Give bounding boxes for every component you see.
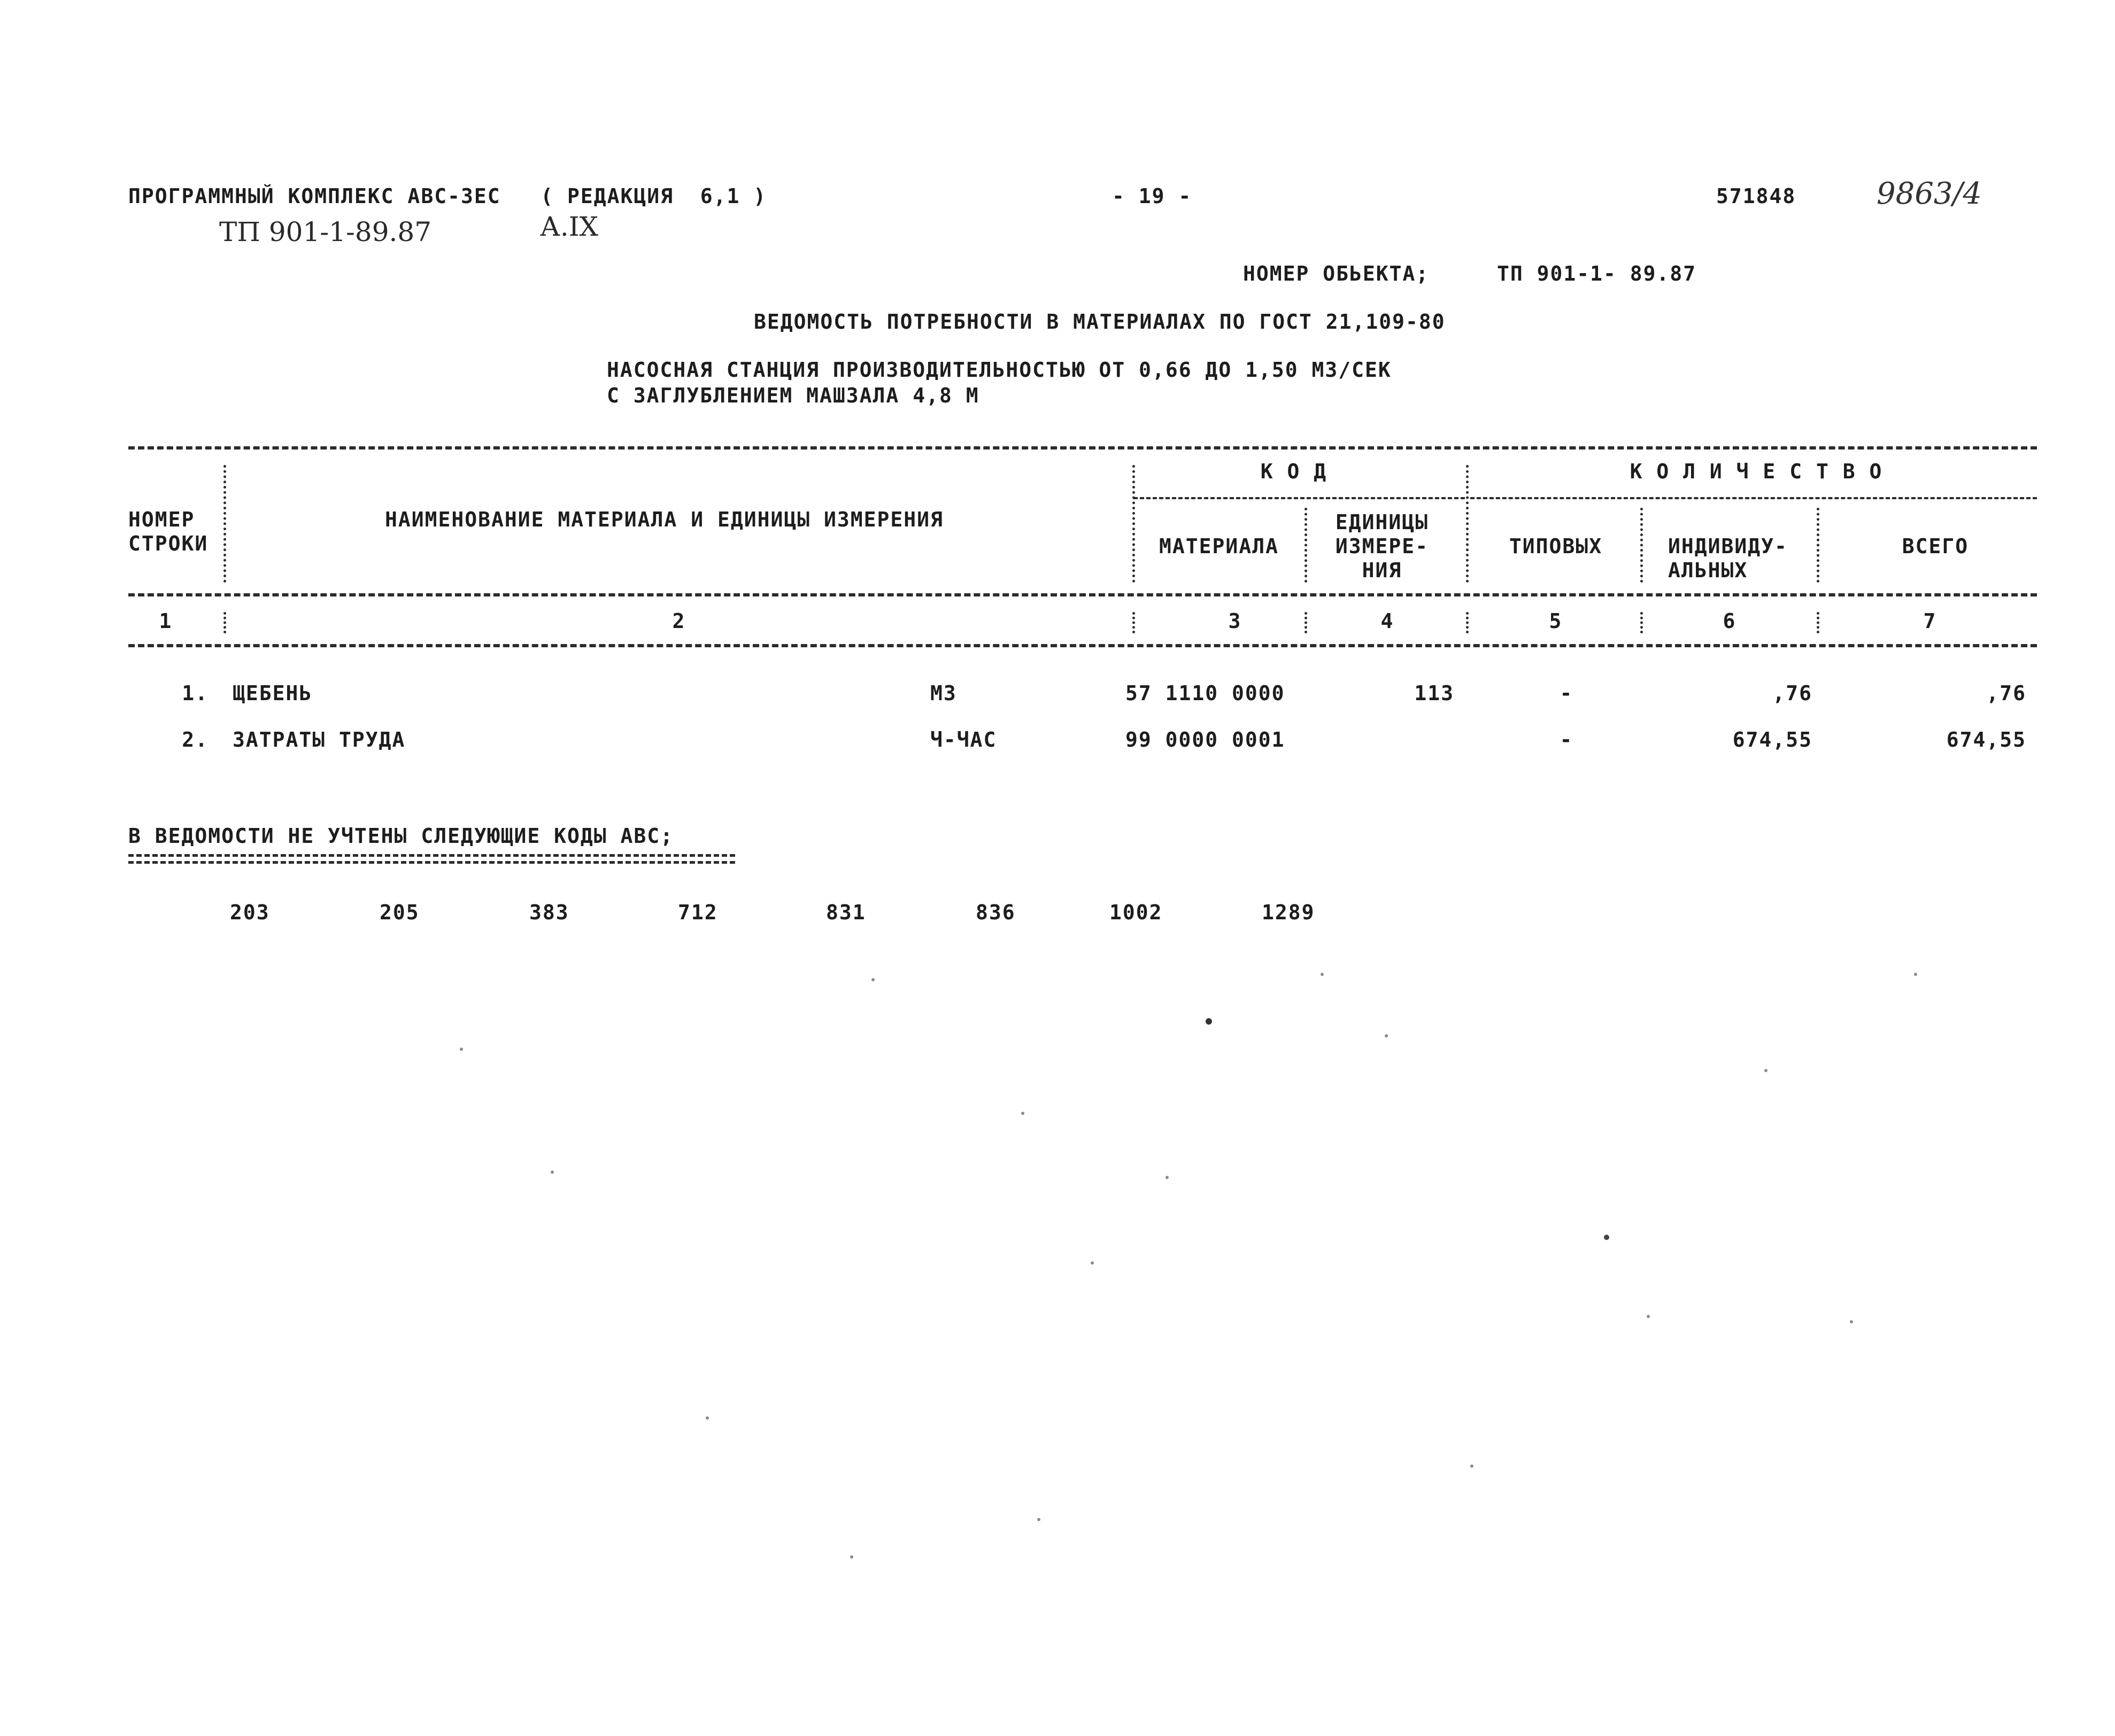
header-qty-total: ВСЕГО xyxy=(1902,534,1969,558)
page-number: - 19 - xyxy=(1112,184,1192,208)
code-item: 203 xyxy=(230,901,270,924)
row-unit: М3 xyxy=(930,681,957,705)
separator-colnum xyxy=(1640,612,1643,633)
station-description: НАСОСНАЯ СТАНЦИЯ ПРОИЗВОДИТЕЛЬНОСТЬЮ ОТ 0,66 ДО 1,50 М3/СЕК xyxy=(607,358,1392,382)
separator-colnum xyxy=(1132,612,1135,633)
row-unit: Ч-ЧАС xyxy=(930,728,997,751)
row-material-code: 99 0000 0001 xyxy=(1125,728,1285,751)
row-material-code: 57 1110 0000 xyxy=(1125,681,1285,705)
column-number: 6 xyxy=(1723,609,1736,633)
statement-title: ВЕДОМОСТЬ ПОТРЕБНОСТИ В МАТЕРИАЛАХ ПО ГОСТ 21,109-80 xyxy=(754,310,1446,334)
row-qty-total: 674,55 xyxy=(1946,728,2026,751)
code-item: 712 xyxy=(678,901,718,924)
header-bottom-rule xyxy=(128,593,2037,596)
document-number: 571848 xyxy=(1716,184,1796,208)
unaccounted-codes-note: В ВЕДОМОСТИ НЕ УЧТЕНЫ СЛЕДУЮЩИЕ КОДЫ АВС; xyxy=(128,824,674,848)
column-number: 4 xyxy=(1380,609,1394,633)
row-qty-typical: - xyxy=(1560,728,1573,751)
station-depth: С ЗАГЛУБЛЕНИЕМ МАШЗАЛА 4,8 М xyxy=(607,384,979,407)
separator-col2 xyxy=(1132,465,1135,583)
code-item: 836 xyxy=(976,901,1016,924)
header-qty-individual-2: АЛЬНЫХ xyxy=(1668,559,1748,582)
row-qty-total: ,76 xyxy=(1986,681,2026,705)
header-code-unit-2: ИЗМЕРЕ- xyxy=(1335,534,1429,558)
row-number: 1. xyxy=(182,681,209,705)
column-numbers-bottom-rule xyxy=(128,644,2037,647)
album-number: А.IX xyxy=(540,211,599,242)
separator-col6 xyxy=(1817,508,1819,583)
header-row-number-2: СТРОКИ xyxy=(128,532,209,555)
column-number: 3 xyxy=(1228,609,1242,633)
object-label: НОМЕР ОБЬЕКТА; xyxy=(1243,262,1430,285)
separator-colnum xyxy=(223,612,226,633)
header-code-group: К О Д xyxy=(1260,460,1327,483)
separator-col5 xyxy=(1640,508,1643,583)
code-group-rule xyxy=(1133,497,1465,499)
program-title: ПРОГРАММНЫЙ КОМПЛЕКС АВС-3ЕС ( РЕДАКЦИЯ 6,1 ) xyxy=(128,184,767,208)
object-value: ТП 901-1- 89.87 xyxy=(1497,262,1697,285)
row-material-name: ЗАТРАТЫ ТРУДА xyxy=(233,728,406,751)
code-item: 383 xyxy=(529,901,569,924)
row-unit-code: 113 xyxy=(1414,681,1454,705)
separator-colnum xyxy=(1817,612,1819,633)
separator-col4 xyxy=(1466,465,1469,583)
quantity-group-rule xyxy=(1470,497,2037,499)
sheet-number-handwritten: 9863/4 xyxy=(1877,176,1982,211)
header-row-number-1: НОМЕР xyxy=(128,508,195,531)
code-item: 831 xyxy=(826,901,866,924)
table-top-rule xyxy=(128,446,2037,449)
header-qty-typical: ТИПОВЫХ xyxy=(1509,534,1603,558)
row-qty-individual: 674,55 xyxy=(1732,728,1812,751)
code-item: 205 xyxy=(380,901,420,924)
column-number: 1 xyxy=(159,609,173,633)
header-code-unit-1: ЕДИНИЦЫ xyxy=(1335,510,1429,534)
column-number: 5 xyxy=(1549,609,1563,633)
header-code-unit-3: НИЯ xyxy=(1362,559,1402,582)
row-qty-typical: - xyxy=(1560,681,1573,705)
separator-col3 xyxy=(1304,508,1307,583)
project-code: ТП 901-1-89.87 xyxy=(219,216,432,247)
header-quantity-group: К О Л И Ч Е С Т В О xyxy=(1630,460,1883,483)
row-qty-individual: ,76 xyxy=(1772,681,1812,705)
header-code-material: МАТЕРИАЛА xyxy=(1159,534,1279,558)
separator-colnum xyxy=(1466,612,1469,633)
header-material-name: НАИМЕНОВАНИЕ МАТЕРИАЛА И ЕДИНИЦЫ ИЗМЕРЕНИЯ xyxy=(385,508,944,531)
row-number: 2. xyxy=(182,728,209,751)
code-item: 1002 xyxy=(1109,901,1163,924)
code-item: 1289 xyxy=(1262,901,1315,924)
note-double-underline xyxy=(128,854,735,864)
column-number: 7 xyxy=(1923,609,1937,633)
column-number: 2 xyxy=(672,609,686,633)
separator-col1 xyxy=(223,465,226,583)
header-qty-individual-1: ИНДИВИДУ- xyxy=(1668,534,1788,558)
row-material-name: ЩЕБЕНЬ xyxy=(233,681,313,705)
separator-colnum xyxy=(1304,612,1307,633)
